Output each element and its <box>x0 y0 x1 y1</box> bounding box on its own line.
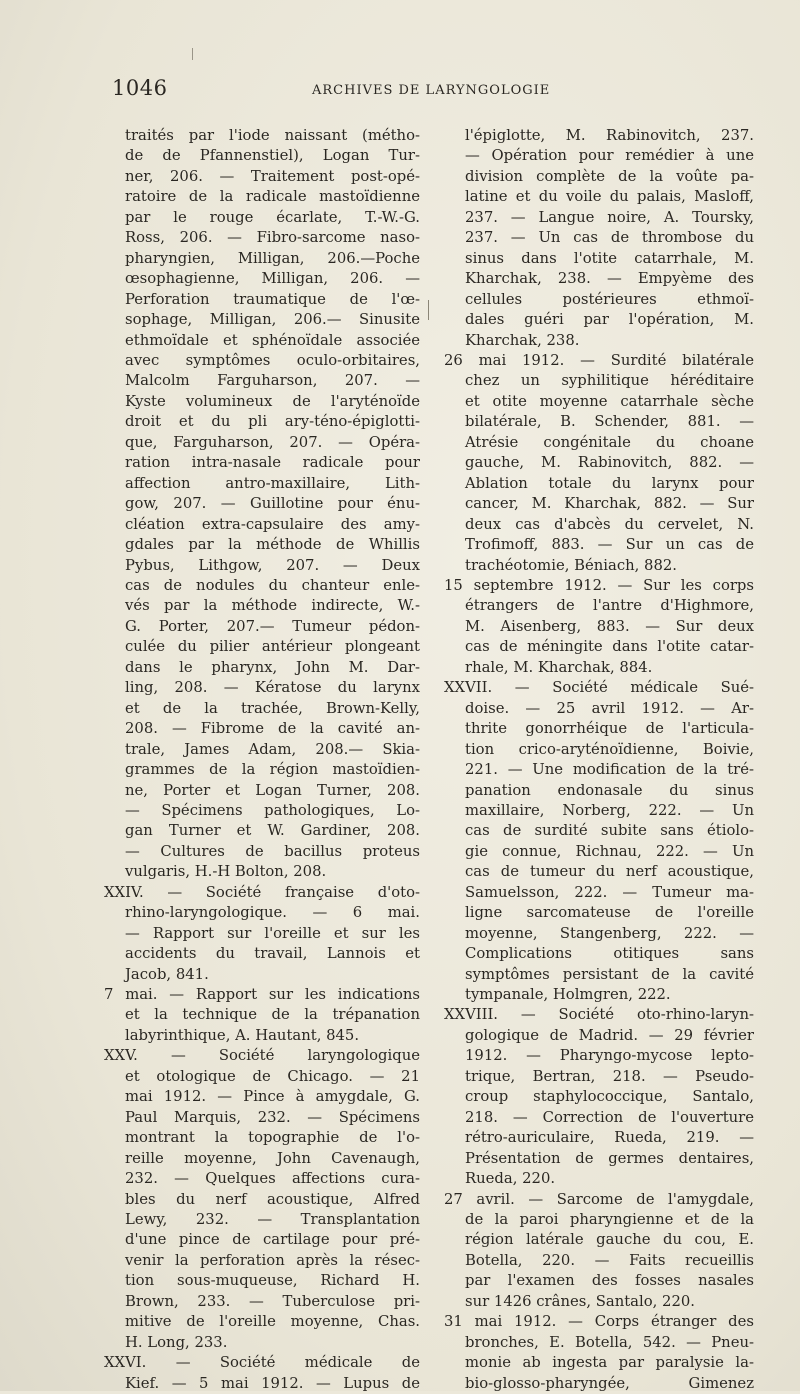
running-head: ARCHIVES DE LARYNGOLOGIE <box>312 83 551 98</box>
text-line: sinus dans l'otite catarrhale, M. <box>465 249 754 267</box>
text-line: bles du nerf acoustique, Alfred <box>125 1190 420 1208</box>
text-line: étrangers de l'antre d'Highmore, <box>465 597 754 615</box>
text-line: division complète de la voûte pa- <box>465 167 754 185</box>
text-line: ratoire de la radicale mastoïdienne <box>125 188 420 206</box>
text-line: thrite gonorrhéique de l'articula- <box>465 720 754 738</box>
text-line: moyenne, Stangenberg, 222. — <box>465 924 754 942</box>
text-line: — Rapport sur l'oreille et sur les <box>125 924 420 942</box>
text-line: XXV. — Société laryngologique <box>104 1047 420 1065</box>
text-line: par l'examen des fosses nasales <box>465 1272 754 1290</box>
text-line: cas de méningite dans l'otite catar- <box>465 638 754 656</box>
text-line: venir la perforation après la résec- <box>125 1251 420 1269</box>
text-line: de de Pfannenstiel), Logan Tur- <box>125 147 420 165</box>
text-line: droit et du pli ary-téno-épiglotti- <box>125 413 420 431</box>
text-line: H. Long, 233. <box>125 1333 228 1351</box>
text-line: reille moyenne, John Cavenaugh, <box>125 1149 420 1167</box>
text-line: et de la trachée, Brown-Kelly, <box>125 699 420 717</box>
text-line: l'épiglotte, M. Rabinovitch, 237. <box>465 127 754 144</box>
text-line: 221. — Une modification de la tré- <box>465 761 754 779</box>
text-line: Samuelsson, 222. — Tumeur ma- <box>465 883 754 901</box>
text-line: cancer, M. Kharchak, 882. — Sur <box>465 495 754 513</box>
text-line: cas de tumeur du nerf acoustique, <box>465 863 754 881</box>
text-line: région latérale gauche du cou, E. <box>465 1231 754 1249</box>
text-line: et la technique de la trépanation <box>125 1006 420 1024</box>
text-line: croup staphylococcique, Santalo, <box>465 1088 754 1106</box>
text-line: ner, 206. — Traitement post-opé- <box>125 167 420 185</box>
text-line: Présentation de germes dentaires, <box>465 1149 754 1167</box>
text-line: de la paroi pharyngienne et de la <box>465 1211 754 1229</box>
text-line: deux cas d'abcès du cervelet, N. <box>465 515 754 533</box>
text-line: 27 avril. — Sarcome de l'amygdale, <box>444 1190 754 1208</box>
text-line: G. Porter, 207.— Tumeur pédon- <box>125 617 420 635</box>
text-line: cas de nodules du chanteur enle- <box>125 576 420 594</box>
page-header <box>112 76 712 106</box>
text-line: mai 1912. — Pince à amygdale, G. <box>125 1088 420 1106</box>
text-line: Complications otitiques sans <box>465 945 754 963</box>
text-line: XXVI. — Société médicale de <box>104 1354 420 1372</box>
text-line: cas de surdité subite sans étiolo- <box>465 822 754 840</box>
text-line: Paul Marquis, 232. — Spécimens <box>125 1108 420 1126</box>
text-line: pharyngien, Milligan, 206.—Poche <box>125 249 420 267</box>
text-line: tympanale, Holmgren, 222. <box>465 986 671 1004</box>
text-line: Rueda, 220. <box>465 1170 556 1188</box>
text-line: labyrinthique, A. Hautant, 845. <box>125 1026 360 1044</box>
text-line: latine et du voile du palais, Masloff, <box>465 188 754 206</box>
text-line: dans le pharynx, John M. Dar- <box>125 658 420 676</box>
text-line: Botella, 220. — Faits recueillis <box>465 1251 754 1269</box>
text-line: vulgaris, H.-H Bolton, 208. <box>125 863 327 881</box>
text-line: gdales par la méthode de Whillis <box>125 536 420 554</box>
text-line: ligne sarcomateuse de l'oreille <box>465 904 754 922</box>
text-line: vés par la méthode indirecte, W.- <box>125 597 420 615</box>
text-line: bilatérale, B. Schender, 881. — <box>465 413 754 431</box>
text-line: montrant la topographie de l'o- <box>125 1129 420 1147</box>
text-line: chez un syphilitique héréditaire <box>465 372 754 390</box>
text-line: trique, Bertran, 218. — Pseudo- <box>465 1067 754 1085</box>
text-line: ethmoïdale et sphénoïdale associée <box>125 331 420 349</box>
page-number: 1046 <box>112 76 168 100</box>
text-line: M. Aisenberg, 883. — Sur deux <box>465 617 754 635</box>
text-line: trale, James Adam, 208.— Skia- <box>125 740 420 758</box>
text-line: traités par l'iode naissant (métho- <box>125 127 420 144</box>
text-line: tion sous-muqueuse, Richard H. <box>125 1272 420 1290</box>
text-line: Kharchak, 238. <box>465 331 580 349</box>
text-line: Jacob, 841. <box>125 965 209 983</box>
text-line: d'une pince de cartilage pour pré- <box>125 1231 420 1249</box>
text-line: 208. — Fibrome de la cavité an- <box>125 720 420 738</box>
text-line: — Spécimens pathologiques, Lo- <box>125 801 420 819</box>
text-line: 232. — Quelques affections cura- <box>125 1170 420 1188</box>
text-line: trachéotomie, Béniach, 882. <box>465 556 677 574</box>
text-line: rétro-auriculaire, Rueda, 219. — <box>465 1129 754 1147</box>
text-line: cellules postérieures ethmoï- <box>465 290 754 308</box>
margin-mark <box>428 300 429 320</box>
text-line: Malcolm Farguharson, 207. — <box>125 372 420 390</box>
text-line: Lewy, 232. — Transplantation <box>125 1211 420 1229</box>
text-line: Pybus, Lithgow, 207. — Deux <box>125 556 420 574</box>
text-line: gologique de Madrid. — 29 février <box>465 1026 754 1044</box>
text-line: affection antro-maxillaire, Lith- <box>125 474 420 492</box>
text-line: sur 1426 crânes, Santalo, 220. <box>465 1292 695 1310</box>
text-line: rhino-laryngologique. — 6 mai. <box>125 904 420 922</box>
text-line: rhale, M. Kharchak, 884. <box>465 658 653 676</box>
text-line: maxillaire, Norberg, 222. — Un <box>465 801 754 819</box>
text-line: 15 septembre 1912. — Sur les corps <box>444 576 754 594</box>
text-line: Ablation totale du larynx pour <box>465 474 754 492</box>
text-line: bronches, E. Botella, 542. — Pneu- <box>465 1333 754 1351</box>
text-line: — Opération pour remédier à une <box>465 147 754 165</box>
text-line: 218. — Correction de l'ouverture <box>465 1108 754 1126</box>
text-line: œsophagienne, Milligan, 206. — <box>125 270 420 288</box>
text-line: 1912. — Pharyngo-mycose lepto- <box>465 1047 754 1065</box>
text-line: Brown, 233. — Tuberculose pri- <box>125 1292 420 1310</box>
text-line: monie ab ingesta par paralysie la- <box>465 1354 754 1372</box>
text-line: et otite moyenne catarrhale sèche <box>465 392 754 410</box>
text-line: 26 mai 1912. — Surdité bilatérale <box>444 351 754 369</box>
text-line: ne, Porter et Logan Turner, 208. <box>125 781 420 799</box>
text-line: Ross, 206. — Fibro-sarcome naso- <box>125 229 420 247</box>
text-line: — Cultures de bacillus proteus <box>125 842 420 860</box>
text-line: Kharchak, 238. — Empyème des <box>465 270 754 288</box>
text-line: grammes de la région mastoïdien- <box>125 761 420 779</box>
text-line: dales guéri par l'opération, M. <box>465 311 754 329</box>
text-line: XXVIII. — Société oto-rhino-laryn- <box>444 1006 754 1024</box>
text-line: XXIV. — Société française d'oto- <box>104 883 420 901</box>
text-line: ling, 208. — Kératose du larynx <box>125 679 420 697</box>
text-line: que, Farguharson, 207. — Opéra- <box>125 433 420 451</box>
text-line: Perforation traumatique de l'œ- <box>125 290 420 308</box>
text-line: 31 mai 1912. — Corps étranger des <box>444 1313 754 1331</box>
text-line: Trofimoff, 883. — Sur un cas de <box>465 536 754 554</box>
text-line: ration intra-nasale radicale pour <box>125 454 420 472</box>
text-line: avec symptômes oculo-orbitaires, <box>125 351 420 369</box>
text-line: gauche, M. Rabinovitch, 882. — <box>465 454 754 472</box>
text-line: cléation extra-capsulaire des amy- <box>125 515 420 533</box>
text-line: 7 mai. — Rapport sur les indications <box>104 986 420 1004</box>
text-line: et otologique de Chicago. — 21 <box>125 1067 420 1085</box>
text-line: Kief. — 5 mai 1912. — Lupus de <box>125 1374 420 1392</box>
text-line: bio-glosso-pharyngée, Gimenez <box>465 1374 754 1392</box>
text-line: mitive de l'oreille moyenne, Chas. <box>125 1313 420 1331</box>
text-line: gow, 207. — Guillotine pour énu- <box>125 495 420 513</box>
text-line: tion crico-aryténoïdienne, Boivie, <box>465 740 754 758</box>
right-column <box>444 126 754 1394</box>
text-line: 237. — Langue noire, A. Toursky, <box>465 208 754 226</box>
text-line: culée du pilier antérieur plongeant <box>125 638 420 656</box>
text-line: 237. — Un cas de thrombose du <box>465 229 754 247</box>
text-line: Kyste volumineux de l'aryténoïde <box>125 392 420 410</box>
text-line: sophage, Milligan, 206.— Sinusite <box>125 311 420 329</box>
text-line: gan Turner et W. Gardiner, 208. <box>125 822 420 840</box>
text-line: Atrésie congénitale du choane <box>465 433 754 451</box>
text-line: doise. — 25 avril 1912. — Ar- <box>465 699 754 717</box>
left-column <box>104 126 420 1394</box>
text-line: XXVII. — Société médicale Sué- <box>444 679 754 697</box>
text-line: par le rouge écarlate, T.-W.-G. <box>125 208 420 226</box>
text-line: symptômes persistant de la cavité <box>465 965 754 983</box>
scan-mark <box>192 48 193 60</box>
text-line: panation endonasale du sinus <box>465 781 754 799</box>
text-line: accidents du travail, Lannois et <box>125 945 420 963</box>
text-line: gie connue, Richnau, 222. — Un <box>465 842 754 860</box>
